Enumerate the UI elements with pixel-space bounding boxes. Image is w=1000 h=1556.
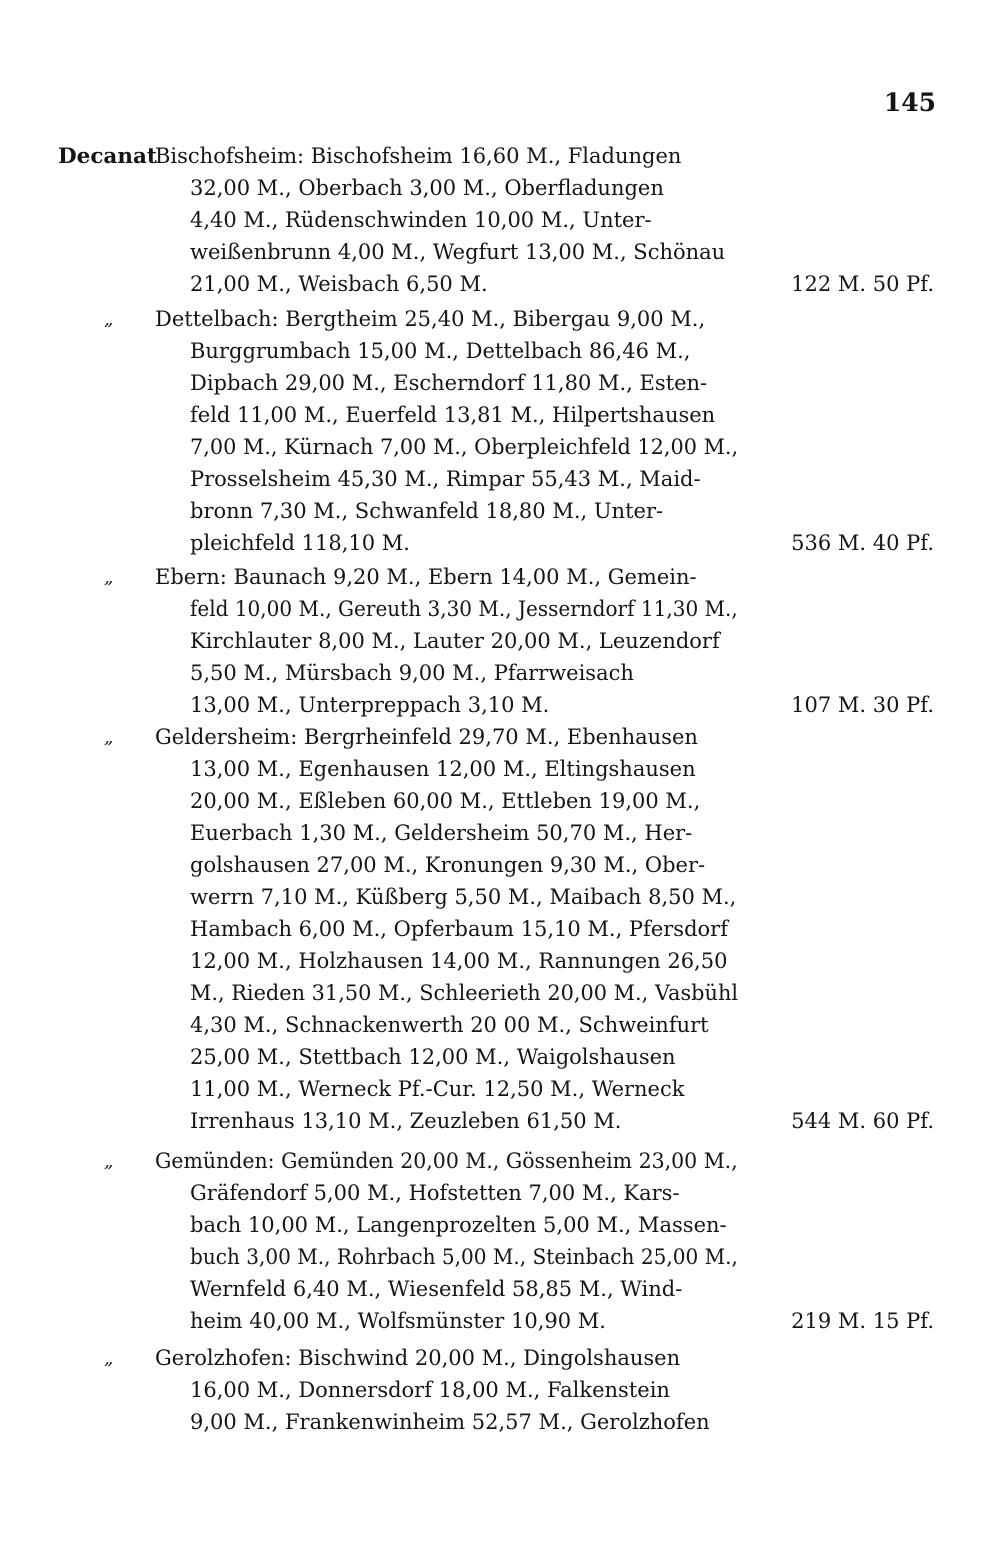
entry-line: 32,00 M., Oberbach 3,00 M., Oberfladungen	[190, 176, 664, 200]
entry-line: buch 3,00 M., Rohrbach 5,00 M., Steinbach 25,00 M.,	[190, 1245, 738, 1269]
entry-line: Dettelbach: Bergtheim 25,40 M., Bibergau 9,00 M.,	[155, 307, 706, 331]
ditto-mark: „	[104, 727, 114, 748]
entry-total: 544 M. 60 Pf.	[791, 1109, 934, 1133]
entry-total: 122 M. 50 Pf.	[791, 272, 934, 296]
entry-line: Wernfeld 6,40 M., Wiesenfeld 58,85 M., Wind-	[190, 1277, 683, 1301]
entry-line: Hambach 6,00 M., Opferbaum 15,10 M., Pfersdorf	[190, 917, 728, 941]
entry-line: werrn 7,10 M., Küßberg 5,50 M., Maibach 8,50 M.,	[190, 885, 737, 909]
entry-line: heim 40,00 M., Wolfsmünster 10,90 M.	[190, 1309, 606, 1333]
entry-line: bach 10,00 M., Langenprozelten 5,00 M., Massen-	[190, 1213, 727, 1237]
entry-line: 16,00 M., Donnersdorf 18,00 M., Falkenstein	[190, 1378, 670, 1402]
entry-total: 107 M. 30 Pf.	[791, 693, 934, 717]
entry-line: Gräfendorf 5,00 M., Hofstetten 7,00 M., Kars-	[190, 1181, 680, 1205]
entry-line: Bischofsheim: Bischofsheim 16,60 M., Fladungen	[155, 144, 682, 168]
entry-line: M., Rieden 31,50 M., Schleerieth 20,00 M., Vasbühl	[190, 981, 739, 1005]
entry-line: 4,30 M., Schnackenwerth 20 00 M., Schweinfurt	[190, 1013, 709, 1037]
entry-line: 13,00 M., Egenhausen 12,00 M., Eltingshausen	[190, 757, 696, 781]
entry-line: golshausen 27,00 M., Kronungen 9,30 M., Ober-	[190, 853, 706, 877]
entry-total: 219 M. 15 Pf.	[791, 1309, 934, 1333]
ditto-mark: „	[104, 567, 114, 588]
entry-line: pleichfeld 118,10 M.	[190, 531, 410, 555]
entry-line: 9,00 M., Frankenwinheim 52,57 M., Gerolzhofen	[190, 1410, 710, 1434]
entry-line: Irrenhaus 13,10 M., Zeuzleben 61,50 M.	[190, 1109, 622, 1133]
entry-line: Kirchlauter 8,00 M., Lauter 20,00 M., Leuzendorf	[190, 629, 720, 653]
entry-line: feld 10,00 M., Gereuth 3,30 M., Jesserndorf 11,30 M.,	[190, 597, 738, 621]
entry-line: Ebern: Baunach 9,20 M., Ebern 14,00 M., Gemein-	[155, 565, 697, 589]
entry-line: 20,00 M., Eßleben 60,00 M., Ettleben 19,00 M.,	[190, 789, 701, 813]
entry-line: Geldersheim: Bergrheinfeld 29,70 M., Ebenhausen	[155, 725, 698, 749]
entry-line: 4,40 M., Rüdenschwinden 10,00 M., Unter-	[190, 208, 652, 232]
entry-line: 21,00 M., Weisbach 6,50 M.	[190, 272, 488, 296]
entry-line: Gerolzhofen: Bischwind 20,00 M., Dingolshausen	[155, 1346, 681, 1370]
entry-line: Euerbach 1,30 M., Geldersheim 50,70 M., Her-	[190, 821, 693, 845]
entry-line: 25,00 M., Stettbach 12,00 M., Waigolshausen	[190, 1045, 676, 1069]
entry-line: weißenbrunn 4,00 M., Wegfurt 13,00 M., Schönau	[190, 240, 726, 264]
entry-line: bronn 7,30 M., Schwanfeld 18,80 M., Unter-	[190, 499, 664, 523]
entry-line: 5,50 M., Mürsbach 9,00 M., Pfarrweisach	[190, 661, 634, 685]
ditto-mark: „	[104, 1348, 114, 1369]
page-number: 145	[883, 88, 936, 117]
entry-line: Gemünden: Gemünden 20,00 M., Gössenheim 23,00 M.,	[155, 1149, 738, 1173]
ditto-mark: „	[104, 309, 114, 330]
entry-line: Dipbach 29,00 M., Escherndorf 11,80 M., Esten-	[190, 371, 708, 395]
entry-line: 13,00 M., Unterpreppach 3,10 M.	[190, 693, 550, 717]
entry-line: Prosselsheim 45,30 M., Rimpar 55,43 M., Maid-	[190, 467, 701, 491]
ditto-mark: „	[104, 1151, 114, 1172]
entry-prefix: Decanat	[58, 144, 157, 169]
entry-line: Burggrumbach 15,00 M., Dettelbach 86,46 M.,	[190, 339, 691, 363]
entry-line: 11,00 M., Werneck Pf.-Cur. 12,50 M., Werneck	[190, 1077, 685, 1101]
entry-line: 7,00 M., Kürnach 7,00 M., Oberpleichfeld 12,00 M.,	[190, 435, 739, 459]
entry-line: 12,00 M., Holzhausen 14,00 M., Rannungen 26,50	[190, 949, 728, 973]
entry-line: feld 11,00 M., Euerfeld 13,81 M., Hilpertshausen	[190, 403, 716, 427]
entry-total: 536 M. 40 Pf.	[791, 531, 934, 555]
